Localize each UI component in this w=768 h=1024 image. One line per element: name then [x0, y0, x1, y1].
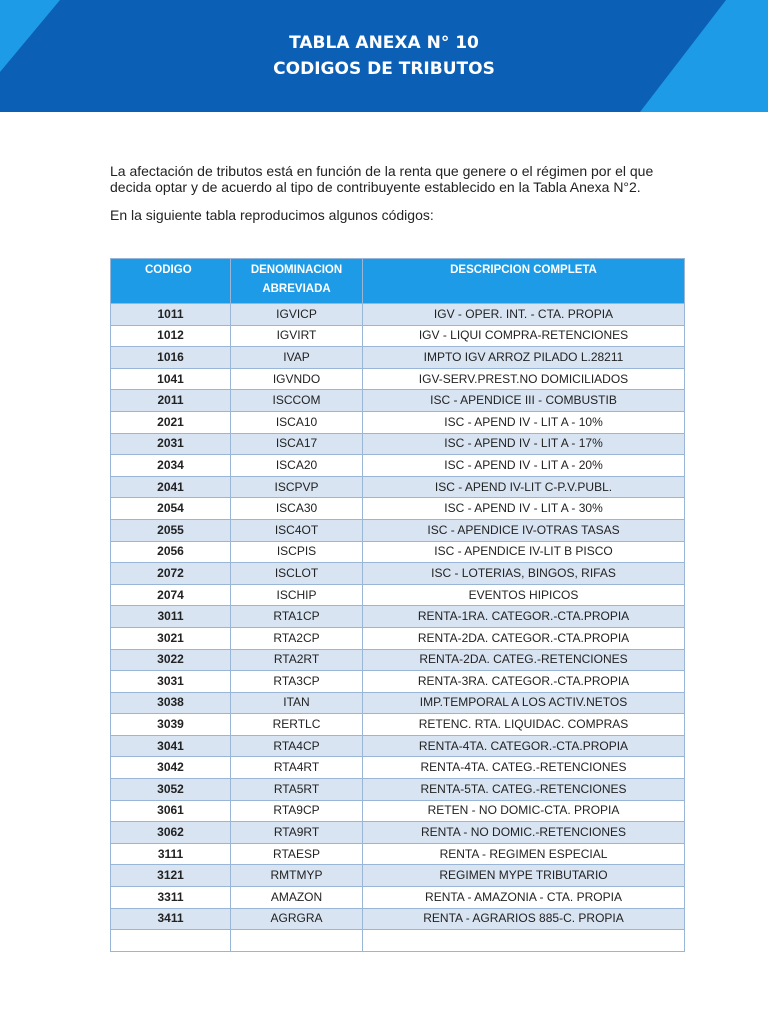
cell-descripcion: RENTA-2DA. CATEGOR.-CTA.PROPIA	[363, 627, 685, 649]
cell-abreviada: ISCA17	[231, 433, 363, 455]
cell-descripcion: ISC - APEND IV - LIT A - 17%	[363, 433, 685, 455]
cell-codigo: 2021	[111, 411, 231, 433]
cell-descripcion: RETEN - NO DOMIC-CTA. PROPIA	[363, 800, 685, 822]
header-banner	[0, 0, 768, 112]
header-denominacion	[231, 259, 363, 304]
cell-codigo: 3052	[111, 779, 231, 801]
table-row	[111, 368, 685, 390]
table-row	[111, 433, 685, 455]
intro-text	[110, 163, 690, 235]
table-row	[111, 908, 685, 930]
cell-descripcion: ISC - APEND IV - LIT A - 20%	[363, 455, 685, 477]
cell-descripcion: IMP.TEMPORAL A LOS ACTIV.NETOS	[363, 692, 685, 714]
cell-descripcion: IGV - OPER. INT. - CTA. PROPIA	[363, 304, 685, 326]
cell-abreviada: ITAN	[231, 692, 363, 714]
cell-abreviada: RTA9CP	[231, 800, 363, 822]
cell-abreviada: IGVNDO	[231, 368, 363, 390]
table-body	[111, 304, 685, 952]
cell-codigo: 3011	[111, 606, 231, 628]
cell-codigo: 1011	[111, 304, 231, 326]
cell-abreviada: IGVIRT	[231, 325, 363, 347]
cell-codigo: 3111	[111, 843, 231, 865]
table-row	[111, 800, 685, 822]
table-row	[111, 735, 685, 757]
cell-codigo: 3038	[111, 692, 231, 714]
cell-abreviada: RTAESP	[231, 843, 363, 865]
cell-codigo: 3021	[111, 627, 231, 649]
table-row	[111, 455, 685, 477]
cell-codigo	[111, 930, 231, 952]
cell-codigo: 2074	[111, 584, 231, 606]
cell-descripcion: RENTA - NO DOMIC.-RETENCIONES	[363, 822, 685, 844]
cell-descripcion: RENTA-1RA. CATEGOR.-CTA.PROPIA	[363, 606, 685, 628]
cell-descripcion: ISC - APENDICE IV-LIT B PISCO	[363, 541, 685, 563]
table-row	[111, 390, 685, 412]
cell-codigo: 3411	[111, 908, 231, 930]
cell-abreviada: IVAP	[231, 347, 363, 369]
cell-descripcion: ISC - APENDICE III - COMBUSTIB	[363, 390, 685, 412]
table-row	[111, 671, 685, 693]
intro-paragraph-1: La afectación de tributos está en función de la renta que genere o el régimen por el que decida optar y de acuerdo al tipo de contribuyente establecido en la Tabla Anexa N°2.	[110, 163, 654, 195]
cell-abreviada: RTA2RT	[231, 649, 363, 671]
cell-descripcion: RENTA-2DA. CATEG.-RETENCIONES	[363, 649, 685, 671]
table-header-row	[111, 259, 685, 304]
cell-abreviada: ISC4OT	[231, 519, 363, 541]
cell-abreviada: RMTMYP	[231, 865, 363, 887]
table-row	[111, 843, 685, 865]
cell-abreviada: AMAZON	[231, 887, 363, 909]
cell-codigo: 1012	[111, 325, 231, 347]
cell-abreviada: AGRGRA	[231, 908, 363, 930]
cell-abreviada: ISCCOM	[231, 390, 363, 412]
cell-descripcion: IMPTO IGV ARROZ PILADO L.28211	[363, 347, 685, 369]
cell-descripcion: RENTA-5TA. CATEG.-RETENCIONES	[363, 779, 685, 801]
cell-descripcion: RENTA-3RA. CATEGOR.-CTA.PROPIA	[363, 671, 685, 693]
table-row	[111, 779, 685, 801]
cell-abreviada: RTA1CP	[231, 606, 363, 628]
cell-descripcion: RENTA - AMAZONIA - CTA. PROPIA	[363, 887, 685, 909]
header-descripcion: DESCRIPCION COMPLETA	[363, 259, 685, 304]
cell-descripcion: EVENTOS HIPICOS	[363, 584, 685, 606]
cell-codigo: 2056	[111, 541, 231, 563]
cell-abreviada: RTA2CP	[231, 627, 363, 649]
cell-codigo: 3039	[111, 714, 231, 736]
cell-descripcion: RENTA-4TA. CATEGOR.-CTA.PROPIA	[363, 735, 685, 757]
cell-codigo: 1016	[111, 347, 231, 369]
cell-descripcion: IGV-SERV.PREST.NO DOMICILIADOS	[363, 368, 685, 390]
cell-descripcion: REGIMEN MYPE TRIBUTARIO	[363, 865, 685, 887]
table-row	[111, 865, 685, 887]
table-row	[111, 627, 685, 649]
table-row	[111, 498, 685, 520]
cell-descripcion: IGV - LIQUI COMPRA-RETENCIONES	[363, 325, 685, 347]
table-row	[111, 563, 685, 585]
cell-codigo: 2034	[111, 455, 231, 477]
cell-abreviada: IGVICP	[231, 304, 363, 326]
cell-abreviada: RERTLC	[231, 714, 363, 736]
cell-abreviada: ISCPVP	[231, 476, 363, 498]
header-codigo: CODIGO	[111, 259, 231, 304]
cell-codigo: 3041	[111, 735, 231, 757]
table-row	[111, 606, 685, 628]
cell-codigo: 3062	[111, 822, 231, 844]
cell-codigo: 3311	[111, 887, 231, 909]
cell-codigo: 2054	[111, 498, 231, 520]
cell-abreviada: RTA3CP	[231, 671, 363, 693]
cell-codigo: 2011	[111, 390, 231, 412]
table-row	[111, 714, 685, 736]
cell-abreviada: ISCHIP	[231, 584, 363, 606]
cell-abreviada: RTA4CP	[231, 735, 363, 757]
cell-codigo: 2031	[111, 433, 231, 455]
cell-descripcion: RENTA-4TA. CATEG.-RETENCIONES	[363, 757, 685, 779]
table-row	[111, 541, 685, 563]
cell-descripcion	[363, 930, 685, 952]
cell-descripcion: RETENC. RTA. LIQUIDAC. COMPRAS	[363, 714, 685, 736]
cell-abreviada: ISCA10	[231, 411, 363, 433]
cell-abreviada: ISCLOT	[231, 563, 363, 585]
table-row	[111, 584, 685, 606]
cell-codigo: 1041	[111, 368, 231, 390]
table-row	[111, 692, 685, 714]
cell-codigo: 2041	[111, 476, 231, 498]
table-row	[111, 304, 685, 326]
cell-codigo: 3061	[111, 800, 231, 822]
header-denominacion-line-1: DENOMINACION	[250, 264, 343, 276]
cell-abreviada: ISCA30	[231, 498, 363, 520]
header-denominacion-line-2: ABREVIADA	[262, 283, 331, 295]
title-line-2: CODIGOS DE TRIBUTOS	[273, 59, 495, 79]
table-row	[111, 325, 685, 347]
cell-abreviada	[231, 930, 363, 952]
cell-abreviada: RTA4RT	[231, 757, 363, 779]
table-row	[111, 476, 685, 498]
page-title	[0, 30, 768, 82]
cell-codigo: 3121	[111, 865, 231, 887]
cell-descripcion: ISC - APEND IV - LIT A - 10%	[363, 411, 685, 433]
cell-descripcion: ISC - APENDICE IV-OTRAS TASAS	[363, 519, 685, 541]
cell-descripcion: ISC - LOTERIAS, BINGOS, RIFAS	[363, 563, 685, 585]
cell-codigo: 3031	[111, 671, 231, 693]
cell-codigo: 3042	[111, 757, 231, 779]
cell-descripcion: RENTA - REGIMEN ESPECIAL	[363, 843, 685, 865]
table-row	[111, 757, 685, 779]
table-row	[111, 930, 685, 952]
table-row	[111, 347, 685, 369]
title-line-1: TABLA ANEXA N° 10	[289, 33, 479, 53]
cell-abreviada: RTA5RT	[231, 779, 363, 801]
table-row	[111, 649, 685, 671]
cell-codigo: 2072	[111, 563, 231, 585]
table-row	[111, 887, 685, 909]
cell-codigo: 3022	[111, 649, 231, 671]
cell-abreviada: RTA9RT	[231, 822, 363, 844]
intro-paragraph-2: En la siguiente tabla reproducimos algunos códigos:	[110, 207, 434, 223]
cell-codigo: 2055	[111, 519, 231, 541]
cell-descripcion: ISC - APEND IV - LIT A - 30%	[363, 498, 685, 520]
cell-descripcion: RENTA - AGRARIOS 885-C. PROPIA	[363, 908, 685, 930]
table-row	[111, 411, 685, 433]
cell-descripcion: ISC - APEND IV-LIT C-P.V.PUBL.	[363, 476, 685, 498]
table-row	[111, 519, 685, 541]
tax-codes-table	[110, 258, 685, 952]
cell-abreviada: ISCPIS	[231, 541, 363, 563]
table-row	[111, 822, 685, 844]
cell-abreviada: ISCA20	[231, 455, 363, 477]
